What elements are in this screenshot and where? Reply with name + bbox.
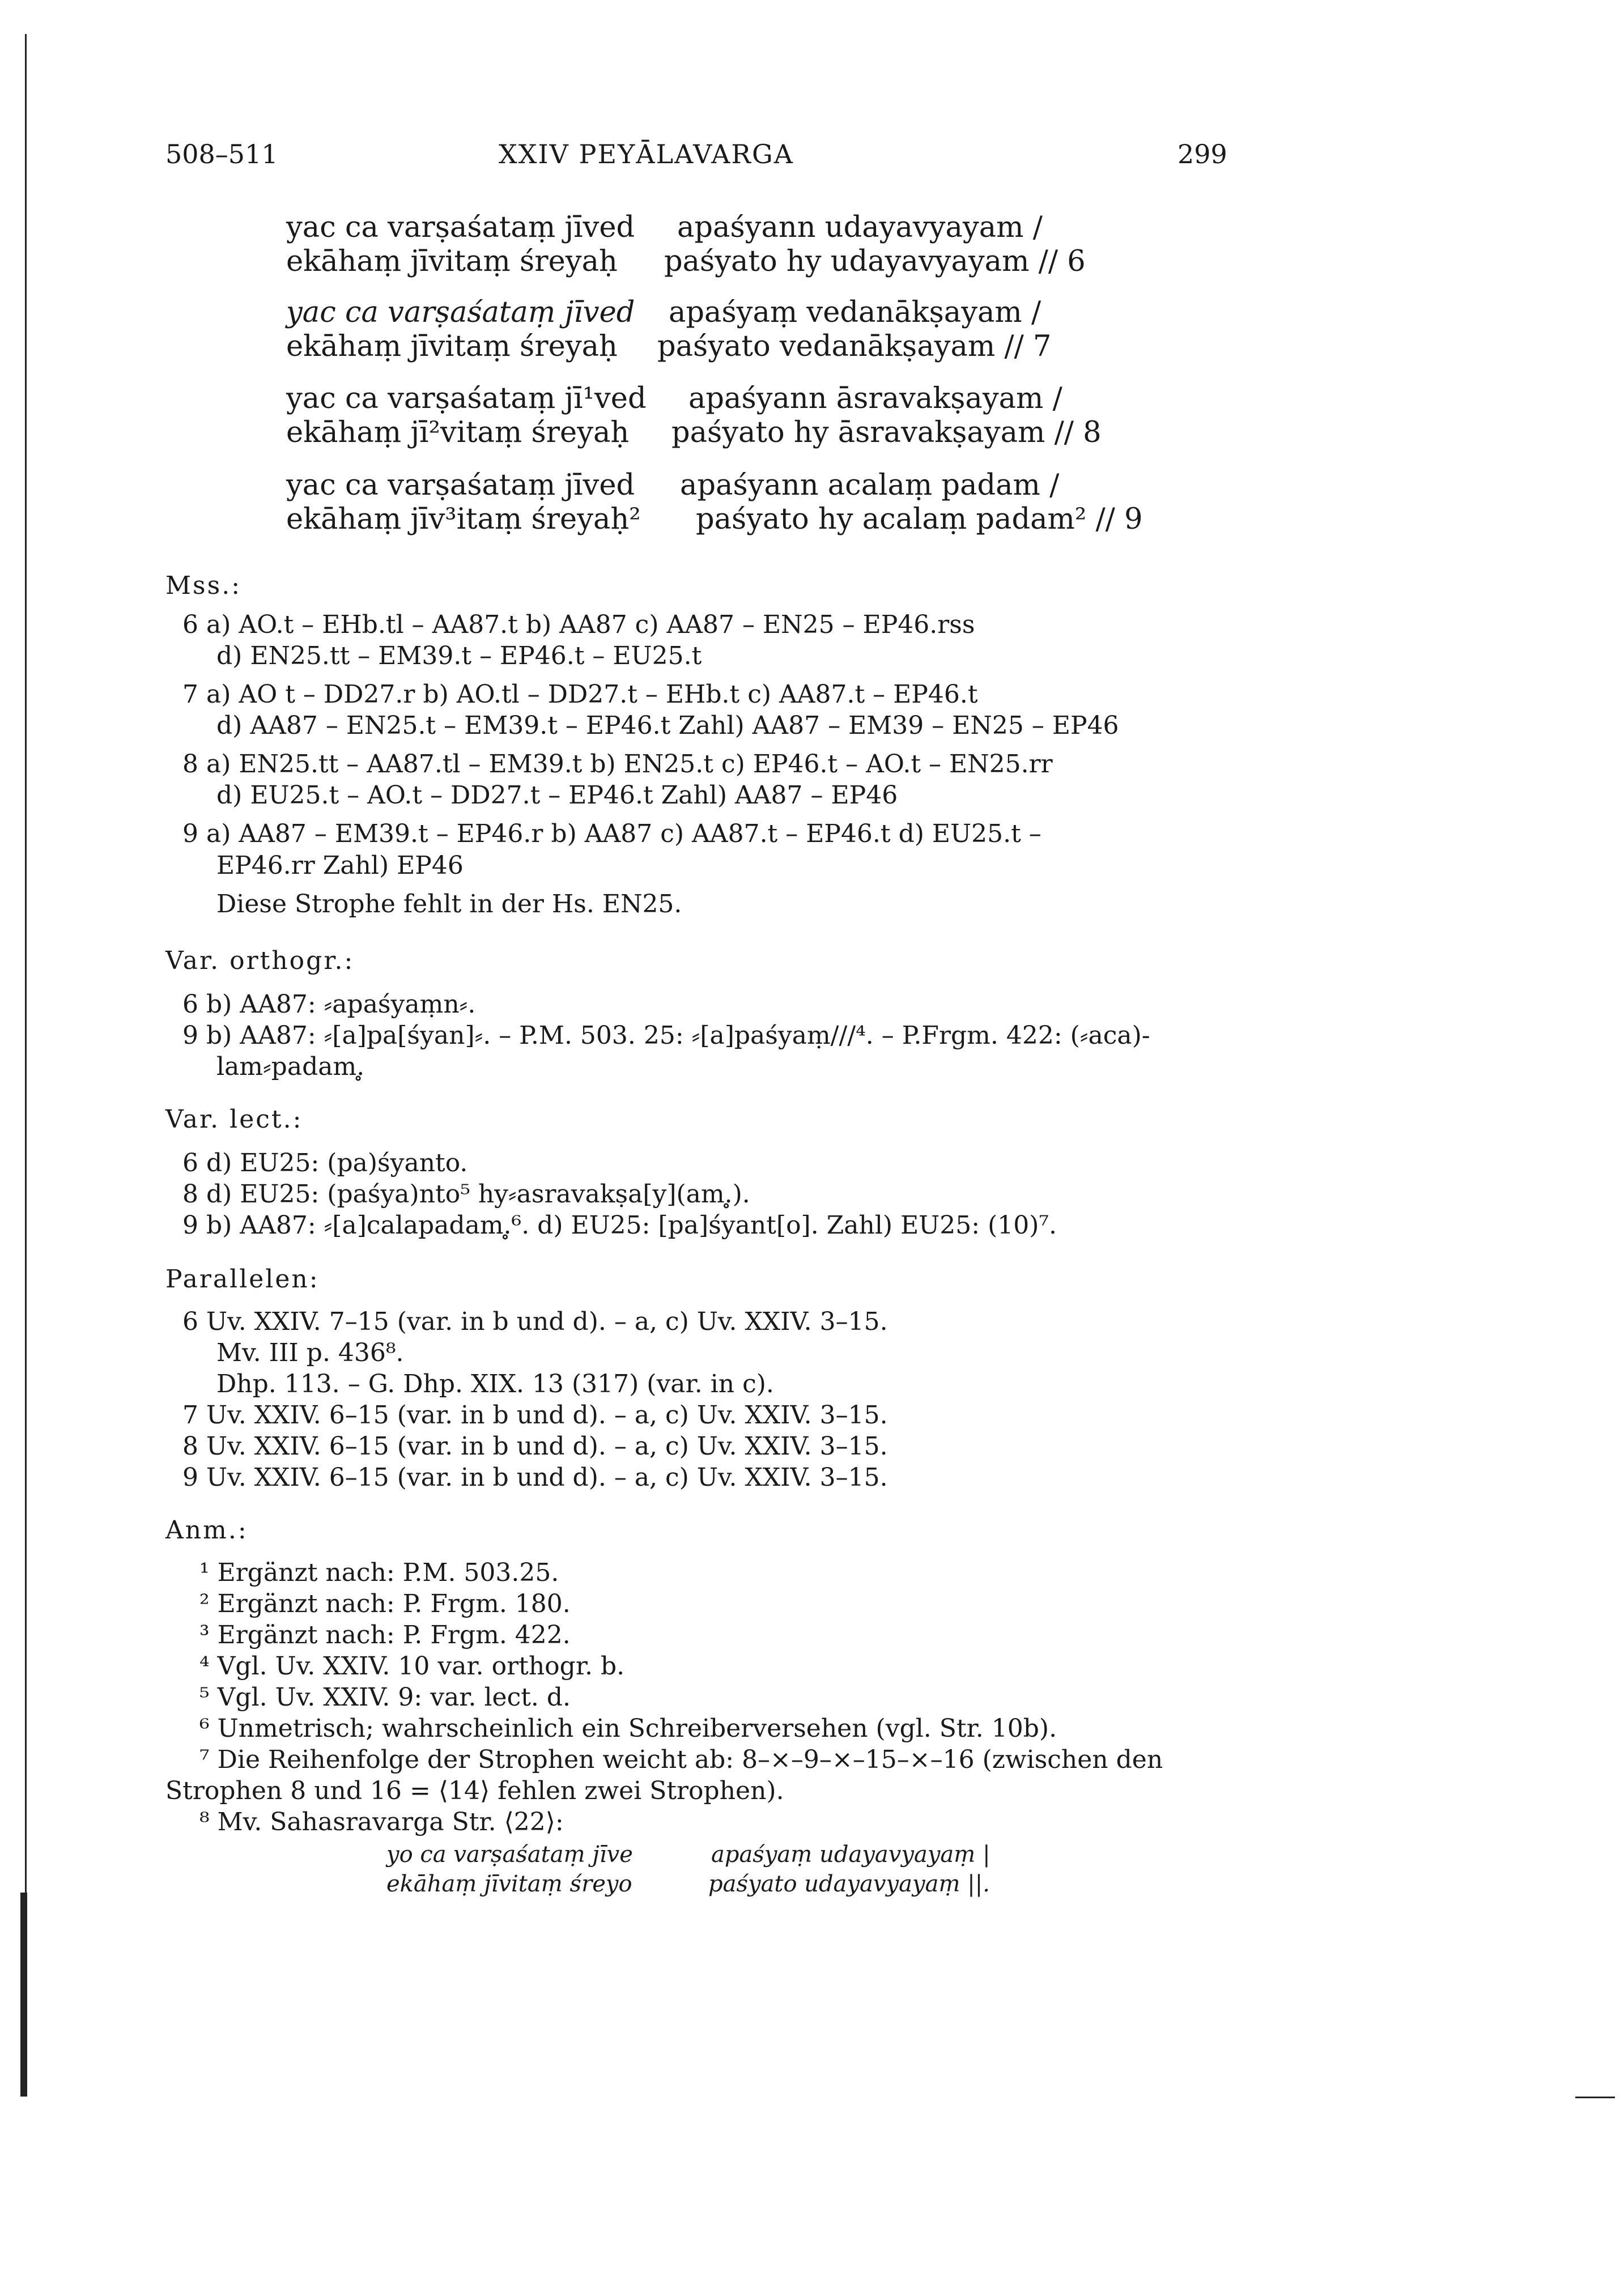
footnote: ⁴ Vgl. Uv. XXIV. 10 var. orthogr. b. bbox=[199, 1652, 625, 1681]
mss-line: d) EN25.tt – EM39.t – EP46.t – EU25.t bbox=[216, 641, 702, 670]
quote-line-1-right: apaśyaṃ udayavyayaṃ | bbox=[711, 1842, 990, 1868]
footnote: ² Ergänzt nach: P. Frgm. 180. bbox=[199, 1589, 571, 1618]
var-lect-line: 8 d) EU25: (paśya)nto⁵ hy⸗asravakṣa[y](am.̥). bbox=[182, 1180, 750, 1209]
var-lect-line: 9 b) AA87: ⸗[a]calapadam.̥⁶. d) EU25: [pa]śyant[o]. Zahl) EU25: (10)⁷. bbox=[182, 1211, 1057, 1240]
parallel-line: 7 Uv. XXIV. 6–15 (var. in b und d). – a, c) Uv. XXIV. 3–15. bbox=[182, 1401, 888, 1430]
parallel-line: 9 Uv. XXIV. 6–15 (var. in b und d). – a, c) Uv. XXIV. 3–15. bbox=[182, 1463, 888, 1492]
parallel-line: 6 Uv. XXIV. 7–15 (var. in b und d). – a, c) Uv. XXIV. 3–15. bbox=[182, 1307, 888, 1336]
verse-9-line-4: paśyato hy acalaṃ padam² // 9 bbox=[696, 503, 1143, 536]
mss-note: Diese Strophe fehlt in der Hs. EN25. bbox=[216, 890, 682, 919]
footnote: ⁷ Die Reihenfolge der Strophen weicht ab: 8–×–9–×–15–×–16 (zwischen den bbox=[199, 1745, 1163, 1774]
mss-line: EP46.rr Zahl) EP46 bbox=[216, 851, 464, 880]
mss-heading: Mss.: bbox=[165, 571, 242, 600]
quote-line-1-left: yo ca varṣaśataṃ jīve bbox=[386, 1842, 633, 1868]
parallel-line: Mv. III p. 436⁸. bbox=[216, 1338, 404, 1367]
verse-9-line-3: ekāhaṃ jīv³itaṃ śreyaḥ² bbox=[286, 503, 641, 536]
verse-9-line-2: apaśyann acalaṃ padam / bbox=[680, 469, 1060, 502]
verse-8-line-2: apaśyann āsravakṣayam / bbox=[688, 382, 1062, 415]
footnote: ⁸ Mv. Sahasravarga Str. ⟨22⟩: bbox=[199, 1808, 564, 1836]
verse-6-line-2: apaśyann udayavyayam / bbox=[677, 211, 1043, 244]
verse-7-line-2: apaśyaṃ vedanākṣayam / bbox=[669, 296, 1041, 329]
mss-line: 8 a) EN25.tt – AA87.tl – EM39.t b) EN25.t c) EP46.t – AO.t – EN25.rr bbox=[182, 750, 1053, 779]
verse-8-line-4: paśyato hy āsravakṣayam // 8 bbox=[671, 416, 1102, 449]
mss-line: 7 a) AO t – DD27.r b) AO.tl – DD27.t – EHb.t c) AA87.t – EP46.t bbox=[182, 680, 978, 709]
header-section-range: 508–511 bbox=[165, 139, 278, 169]
quote-line-2-left: ekāhaṃ jīvitaṃ śreyo bbox=[386, 1871, 632, 1897]
var-orthogr-line: 9 b) AA87: ⸗[a]pa[śyan]⸗. – P.M. 503. 25: ⸗[a]paśyaṃ///⁴. – P.Frgm. 422: (⸗aca)- bbox=[182, 1021, 1150, 1050]
parallel-line: 8 Uv. XXIV. 6–15 (var. in b und d). – a, c) Uv. XXIV. 3–15. bbox=[182, 1432, 888, 1461]
anm-heading: Anm.: bbox=[165, 1516, 248, 1545]
verse-8-line-1: yac ca varṣaśataṃ jī¹ved bbox=[286, 382, 647, 415]
footnote: ⁵ Vgl. Uv. XXIV. 9: var. lect. d. bbox=[199, 1683, 571, 1712]
verse-8-line-3: ekāhaṃ jī²vitaṃ śreyaḥ bbox=[286, 416, 630, 449]
footnote: ⁶ Unmetrisch; wahrscheinlich ein Schreiberversehen (vgl. Str. 10b). bbox=[199, 1714, 1057, 1743]
var-lect-line: 6 d) EU25: (pa)śyanto. bbox=[182, 1149, 468, 1177]
parallel-line: Dhp. 113. – G. Dhp. XIX. 13 (317) (var. in c). bbox=[216, 1370, 774, 1398]
mss-line: 6 a) AO.t – EHb.tl – AA87.t b) AA87 c) AA87 – EN25 – EP46.rss bbox=[182, 610, 975, 639]
footnote: ¹ Ergänzt nach: P.M. 503.25. bbox=[199, 1558, 559, 1587]
scan-edge-foot bbox=[20, 1893, 27, 2097]
quote-line-2-right: paśyato udayavyayaṃ ||. bbox=[708, 1871, 990, 1897]
verse-9-line-1: yac ca varṣaśataṃ jīved bbox=[286, 469, 635, 502]
scan-dash bbox=[1575, 2097, 1615, 2098]
verse-6-line-3: ekāhaṃ jīvitaṃ śreyaḥ bbox=[286, 245, 618, 278]
parallelen-heading: Parallelen: bbox=[165, 1265, 320, 1294]
mss-line: d) EU25.t – AO.t – DD27.t – EP46.t Zahl) AA87 – EP46 bbox=[216, 781, 898, 810]
header-title: XXIV PEYĀLAVARGA bbox=[499, 139, 794, 169]
var-orthogr-line: 6 b) AA87: ⸗apaśyaṃn⸗. bbox=[182, 990, 476, 1019]
mss-line: d) AA87 – EN25.t – EM39.t – EP46.t Zahl) AA87 – EM39 – EN25 – EP46 bbox=[216, 711, 1119, 740]
verse-7-line-3: ekāhaṃ jīvitaṃ śreyaḥ bbox=[286, 330, 618, 363]
footnote-continuation: Strophen 8 und 16 = ⟨14⟩ fehlen zwei Strophen). bbox=[165, 1776, 784, 1805]
verse-6-line-4: paśyato hy udayavyayam // 6 bbox=[664, 245, 1086, 278]
footnote: ³ Ergänzt nach: P. Frgm. 422. bbox=[199, 1621, 571, 1649]
scan-edge-line bbox=[25, 34, 27, 2006]
var-orthogr-heading: Var. orthogr.: bbox=[165, 946, 355, 975]
verse-7-line-4: paśyato vedanākṣayam // 7 bbox=[657, 330, 1052, 363]
mss-line: 9 a) AA87 – EM39.t – EP46.r b) AA87 c) AA87.t – EP46.t d) EU25.t – bbox=[182, 819, 1041, 848]
page-number: 299 bbox=[1177, 139, 1227, 169]
verse-6-line-1: yac ca varṣaśataṃ jīved bbox=[286, 211, 635, 244]
var-lect-heading: Var. lect.: bbox=[165, 1105, 303, 1134]
var-orthogr-line: lam⸗padam.̥ bbox=[216, 1052, 365, 1081]
verse-7-line-1: yac ca varṣaśataṃ jīved bbox=[286, 296, 635, 329]
